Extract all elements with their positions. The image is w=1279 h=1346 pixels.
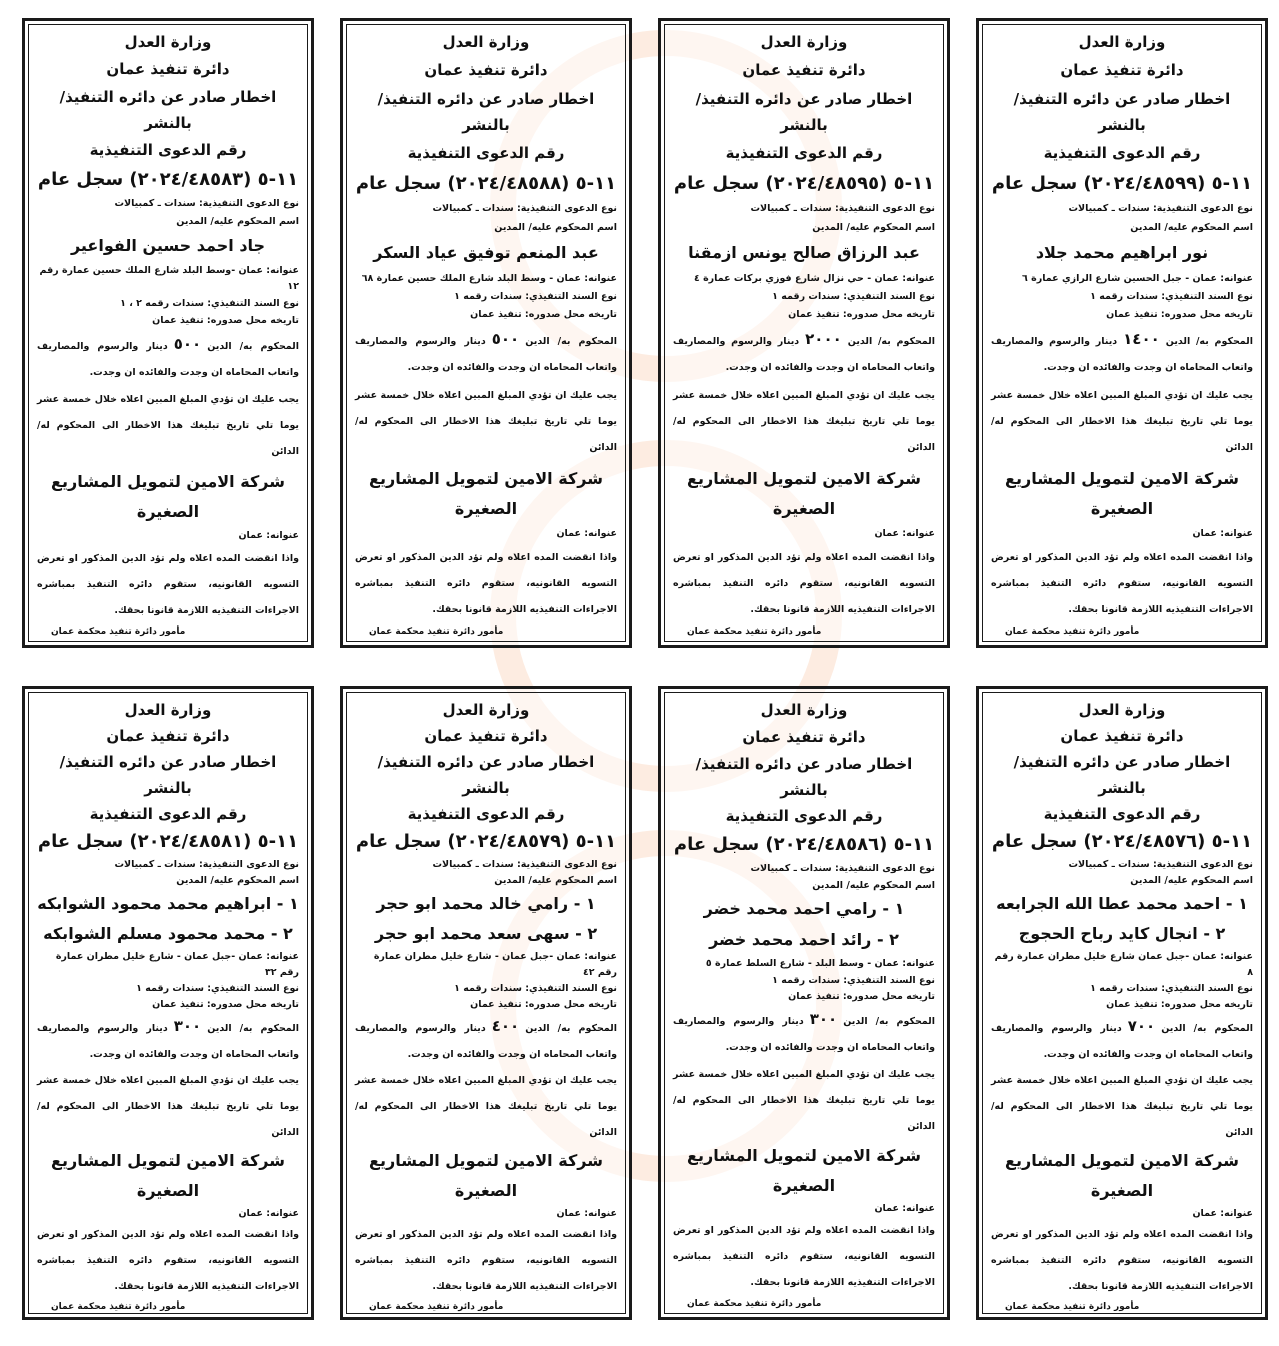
payment-notice: يجب عليك ان تؤدي المبلغ المبين اعلاه خلال خمسة عشر يوما تلي تاريخ تبليغك هذا الاخطار الى المحكوم له/ الدائن [991, 390, 1253, 454]
case-number: ١١-٥ (٢٠٢٤/٤٨٥٩٩) سجل عام [991, 172, 1253, 194]
creditor-name: شركة الامين لتمويل المشاريع الصغيرة [369, 1151, 603, 1200]
judgment-suffix: دينار والرسوم والمصاريف واتعاب المحاماه ان وجدت والفائده ان وجدت. [355, 1023, 617, 1060]
case-type: نوع الدعوى التنفيذية: سندات ـ كمبيالات [114, 198, 299, 210]
bond-type: نوع السند التنفيذي: سندات رقمه ١ [1090, 983, 1253, 994]
creditor-name: شركة الامين لتمويل المشاريع الصغيرة [51, 1151, 285, 1200]
debtor-name: ٢ - سهى سعد محمد ابو حجر [374, 924, 598, 943]
execution-notice [340, 18, 632, 648]
ministry-heading: وزارة العدل [124, 701, 212, 719]
ministry-heading: وزارة العدل [1078, 701, 1166, 719]
judgment-amount: ٣٠٠ [173, 1017, 202, 1035]
warning-text: واذا انقضت المده اعلاه ولم تؤد الدين المذكور او تعرض التسويه القانونيه، ستقوم دائره التنفيذ بمباشره الاجراءات التنفيذيه اللازمة قانونا بحقك. [991, 551, 1253, 615]
footer-signature: مأمور دائرة تنفيذ محكمة عمان [369, 1302, 504, 1312]
issue-place: تاريخه محل صدوره: تنفيذ عمان [788, 991, 935, 1003]
judgment-prefix: المحكوم به/ الدين [525, 335, 618, 347]
warning-text: واذا انقضت المده اعلاه ولم تؤد الدين المذكور او تعرض التسويه القانونيه، ستقوم دائره التنفيذ بمباشره الاجراءات التنفيذيه اللازمة قانونا بحقك. [673, 551, 935, 615]
judgment-text [673, 1006, 935, 1061]
case-label: رقم الدعوى التنفيذية [1043, 144, 1201, 163]
notice-title: اخطار صادر عن دائره التنفيذ/ بالنشر [59, 87, 277, 132]
debtor-label: اسم المحكوم عليه/ المدين [812, 879, 935, 891]
debtor-name: ١ - رامي احمد محمد خضر [703, 899, 905, 919]
notice-title: اخطار صادر عن دائره التنفيذ/ بالنشر [1013, 753, 1231, 797]
debtor-name: ١ - ابراهيم محمد محمود الشوابكه [37, 894, 299, 913]
execution-notice [340, 686, 632, 1320]
execution-notice [658, 686, 950, 1320]
judgment-text [355, 1013, 617, 1068]
judgment-amount: ٣٠٠ [809, 1010, 838, 1028]
judgment-amount: ٤٠٠ [491, 1017, 520, 1035]
creditor-name: شركة الامين لتمويل المشاريع الصغيرة [369, 468, 603, 518]
judgment-text [37, 1013, 299, 1068]
judgment-suffix: دينار والرسوم والمصاريف واتعاب المحاماه ان وجدت والفائده ان وجدت. [355, 335, 617, 373]
notice-title: اخطار صادر عن دائره التنفيذ/ بالنشر [377, 89, 595, 134]
judgment-prefix: المحكوم به/ الدين [525, 1023, 618, 1034]
creditor-name: شركة الامين لتمويل المشاريع الصغيرة [687, 1145, 921, 1195]
footer-signature: مأمور دائرة تنفيذ محكمة عمان [51, 627, 186, 637]
debtor-label: اسم المحكوم عليه/ المدين [1130, 221, 1253, 233]
department-heading: دائرة تنفيذ عمان [106, 60, 230, 79]
creditor-address: عنوانه: عمان [1192, 1208, 1253, 1219]
debtor-name: ٢ - رائد احمد محمد خضر [709, 930, 899, 949]
bond-type: نوع السند التنفيذي: سندات رقمه ١ [454, 983, 617, 994]
bond-type: نوع السند التنفيذي: سندات رقمه ٢ ، ١ [120, 297, 299, 309]
notices-grid [20, 18, 1268, 1320]
case-type: نوع الدعوى التنفيذية: سندات ـ كمبيالات [432, 203, 617, 215]
judgment-suffix: دينار والرسوم والمصاريف واتعاب المحاماه ان وجدت والفائده ان وجدت. [37, 1023, 299, 1060]
warning-text: واذا انقضت المده اعلاه ولم تؤد الدين المذكور او تعرض التسويه القانونيه، ستقوم دائره التنفيذ بمباشره الاجراءات التنفيذيه اللازمة قانونا بحقك. [37, 1229, 299, 1292]
judgment-text [991, 326, 1253, 381]
bond-type: نوع السند التنفيذي: سندات رقمه ١ [136, 983, 299, 994]
creditor-address: عنوانه: عمان [238, 1208, 299, 1219]
warning-text: واذا انقضت المده اعلاه ولم تؤد الدين المذكور او تعرض التسويه القانونيه، ستقوم دائره التنفيذ بمباشره الاجراءات التنفيذيه اللازمة قانونا بحقك. [991, 1229, 1253, 1292]
notice-title: اخطار صادر عن دائره التنفيذ/ بالنشر [1013, 89, 1231, 134]
payment-notice: يجب عليك ان تؤدي المبلغ المبين اعلاه خلال خمسة عشر يوما تلي تاريخ تبليغك هذا الاخطار الى المحكوم له/ الدائن [37, 394, 299, 458]
payment-notice: يجب عليك ان تؤدي المبلغ المبين اعلاه خلال خمسة عشر يوما تلي تاريخ تبليغك هذا الاخطار الى المحكوم له/ الدائن [355, 1075, 617, 1138]
footer-signature: مأمور دائرة تنفيذ محكمة عمان [1005, 627, 1140, 637]
case-label: رقم الدعوى التنفيذية [89, 805, 247, 823]
debtor-label: اسم المحكوم عليه/ المدين [494, 875, 617, 886]
judgment-prefix: المحكوم به/ الدين [1165, 335, 1254, 347]
debtor-address: عنوانه: عمان -وسط البلد شارع الملك حسين عمارة رقم ١٢ [39, 264, 299, 292]
debtor-name: ٢ - انجال كايد رباح الحجوج [1018, 924, 1226, 943]
issue-place: تاريخه محل صدوره: تنفيذ عمان [788, 309, 935, 321]
creditor-address: عنوانه: عمان [556, 1208, 617, 1219]
case-label: رقم الدعوى التنفيذية [407, 805, 565, 823]
bond-type: نوع السند التنفيذي: سندات رقمه ١ [772, 974, 935, 986]
creditor-name: شركة الامين لتمويل المشاريع الصغيرة [1005, 468, 1239, 518]
issue-place: تاريخه محل صدوره: تنفيذ عمان [152, 999, 299, 1010]
debtor-address: عنوانه: عمان -جبل عمان - شارع خليل مطران عمارة رقم ٤٢ [373, 951, 617, 978]
creditor-name: شركة الامين لتمويل المشاريع الصغيرة [1005, 1151, 1239, 1200]
case-label: رقم الدعوى التنفيذية [407, 144, 565, 163]
payment-notice: يجب عليك ان تؤدي المبلغ المبين اعلاه خلال خمسة عشر يوما تلي تاريخ تبليغك هذا الاخطار الى المحكوم له/ الدائن [37, 1075, 299, 1138]
judgment-text [37, 331, 299, 386]
judgment-prefix: المحكوم به/ الدين [847, 335, 936, 347]
debtor-address: عنوانه: عمان - وسط البلد شارع الملك حسين عمارة ٦٨ [361, 272, 617, 284]
bond-type: نوع السند التنفيذي: سندات رقمه ١ [1090, 290, 1253, 302]
department-heading: دائرة تنفيذ عمان [424, 61, 548, 80]
creditor-address: عنوانه: عمان [874, 1203, 935, 1215]
case-number: ١١-٥ (٢٠٢٤/٤٨٥٨٨) سجل عام [355, 172, 617, 194]
judgment-amount: ٢٠٠٠ [805, 329, 842, 348]
debtor-name: ١ - رامي خالد محمد ابو حجر [376, 894, 596, 913]
ministry-heading: وزارة العدل [760, 701, 848, 719]
debtor-address: عنوانه: عمان -جبل عمان - شارع خليل مطران عمارة رقم ٣٢ [55, 951, 299, 978]
case-label: رقم الدعوى التنفيذية [1043, 805, 1201, 823]
footer-signature: مأمور دائرة تنفيذ محكمة عمان [687, 1298, 822, 1309]
judgment-prefix: المحكوم به/ الدين [843, 1016, 936, 1027]
debtor-label: اسم المحكوم عليه/ المدين [812, 221, 935, 233]
warning-text: واذا انقضت المده اعلاه ولم تؤد الدين المذكور او تعرض التسويه القانونيه، ستقوم دائره التنفيذ بمباشره الاجراءات التنفيذيه اللازمة قانونا بحقك. [355, 1229, 617, 1292]
debtor-label: اسم المحكوم عليه/ المدين [1130, 875, 1253, 886]
debtor-name: جاد احمد حسين الفواعير [70, 236, 266, 256]
case-number: ١١-٥ (٢٠٢٤/٤٨٥٨٣) سجل عام [37, 168, 299, 190]
case-number: ١١-٥ (٢٠٢٤/٤٨٥٧٦) سجل عام [991, 831, 1253, 852]
payment-notice: يجب عليك ان تؤدي المبلغ المبين اعلاه خلال خمسة عشر يوما تلي تاريخ تبليغك هذا الاخطار الى المحكوم له/ الدائن [673, 1068, 935, 1132]
execution-notice [658, 18, 950, 648]
debtor-name: عبد الرزاق صالح يونس ازمقنا [688, 243, 920, 263]
footer-signature: مأمور دائرة تنفيذ محكمة عمان [1005, 1302, 1140, 1312]
judgment-prefix: المحكوم به/ الدين [207, 340, 300, 352]
debtor-name: عبد المنعم توفيق عياد السكر [373, 243, 599, 263]
department-heading: دائرة تنفيذ عمان [1060, 727, 1184, 745]
footer-signature: مأمور دائرة تنفيذ محكمة عمان [687, 627, 822, 637]
issue-place: تاريخه محل صدوره: تنفيذ عمان [152, 315, 299, 327]
case-number: ١١-٥ (٢٠٢٤/٤٨٥٨١) سجل عام [37, 831, 299, 852]
ministry-heading: وزارة العدل [760, 33, 848, 51]
debtor-name: ١ - احمد محمد عطا الله الجرابعه [996, 894, 1248, 913]
issue-place: تاريخه محل صدوره: تنفيذ عمان [470, 999, 617, 1010]
case-type: نوع الدعوى التنفيذية: سندات ـ كمبيالات [750, 203, 935, 215]
judgment-amount: ٥٠٠ [491, 329, 520, 348]
issue-place: تاريخه محل صدوره: تنفيذ عمان [1106, 309, 1253, 321]
debtor-address: عنوانه: عمان - وسط البلد - شارع السلط عمارة ٥ [705, 957, 935, 969]
notice-title: اخطار صادر عن دائره التنفيذ/ بالنشر [377, 753, 595, 797]
bond-type: نوع السند التنفيذي: سندات رقمه ١ [772, 290, 935, 302]
case-type: نوع الدعوى التنفيذية: سندات ـ كمبيالات [1068, 203, 1253, 215]
ministry-heading: وزارة العدل [442, 701, 530, 719]
judgment-text [355, 326, 617, 381]
debtor-name: نور ابراهيم محمد جلاد [1035, 243, 1209, 263]
notice-title: اخطار صادر عن دائره التنفيذ/ بالنشر [59, 753, 277, 797]
warning-text: واذا انقضت المده اعلاه ولم تؤد الدين المذكور او تعرض التسويه القانونيه، ستقوم دائره التنفيذ بمباشره الاجراءات التنفيذيه اللازمة قانونا بحقك. [673, 1225, 935, 1288]
case-number: ١١-٥ (٢٠٢٤/٤٨٥٧٩) سجل عام [355, 831, 617, 852]
ministry-heading: وزارة العدل [124, 33, 212, 51]
notice-title: اخطار صادر عن دائره التنفيذ/ بالنشر [695, 89, 913, 134]
ministry-heading: وزارة العدل [1078, 33, 1166, 51]
creditor-address: عنوانه: عمان [1192, 528, 1253, 540]
issue-place: تاريخه محل صدوره: تنفيذ عمان [1106, 999, 1253, 1010]
judgment-amount: ٧٠٠ [1127, 1017, 1156, 1035]
bond-type: نوع السند التنفيذي: سندات رقمه ١ [454, 290, 617, 302]
warning-text: واذا انقضت المده اعلاه ولم تؤد الدين المذكور او تعرض التسويه القانونيه، ستقوم دائره التنفيذ بمباشره الاجراءات التنفيذيه اللازمة قانونا بحقك. [355, 551, 617, 615]
payment-notice: يجب عليك ان تؤدي المبلغ المبين اعلاه خلال خمسة عشر يوما تلي تاريخ تبليغك هذا الاخطار الى المحكوم له/ الدائن [673, 390, 935, 454]
judgment-text [673, 326, 935, 381]
creditor-address: عنوانه: عمان [238, 530, 299, 542]
footer-signature: مأمور دائرة تنفيذ محكمة عمان [369, 627, 504, 637]
judgment-suffix: دينار والرسوم والمصاريف واتعاب المحاماه ان وجدت والفائده ان وجدت. [991, 335, 1253, 373]
footer-signature: مأمور دائرة تنفيذ محكمة عمان [51, 1302, 186, 1312]
execution-notice [976, 686, 1268, 1320]
department-heading: دائرة تنفيذ عمان [742, 61, 866, 80]
execution-notice [976, 18, 1268, 648]
debtor-label: اسم المحكوم عليه/ المدين [176, 215, 299, 227]
judgment-amount: ٥٠٠ [173, 334, 202, 353]
debtor-address: عنوانه: عمان - جبل الحسين شارع الرازي عمارة ٦ [1022, 272, 1253, 284]
case-label: رقم الدعوى التنفيذية [89, 141, 247, 160]
debtor-label: اسم المحكوم عليه/ المدين [176, 875, 299, 886]
judgment-suffix: دينار والرسوم والمصاريف واتعاب المحاماه ان وجدت والفائده ان وجدت. [37, 340, 299, 378]
ministry-heading: وزارة العدل [442, 33, 530, 51]
judgment-suffix: دينار والرسوم والمصاريف واتعاب المحاماه ان وجدت والفائده ان وجدت. [673, 335, 935, 373]
case-number: ١١-٥ (٢٠٢٤/٤٨٥٨٦) سجل عام [673, 834, 935, 855]
judgment-text [991, 1013, 1253, 1068]
department-heading: دائرة تنفيذ عمان [424, 727, 548, 745]
case-type: نوع الدعوى التنفيذية: سندات ـ كمبيالات [432, 859, 617, 870]
judgment-suffix: دينار والرسوم والمصاريف واتعاب المحاماه ان وجدت والفائده ان وجدت. [991, 1023, 1253, 1060]
judgment-prefix: المحكوم به/ الدين [207, 1023, 300, 1034]
department-heading: دائرة تنفيذ عمان [1060, 61, 1184, 80]
department-heading: دائرة تنفيذ عمان [106, 727, 230, 745]
debtor-address: عنوانه: عمان -جبل عمان شارع خليل مطران عمارة رقم ٨ [994, 951, 1253, 978]
warning-text: واذا انقضت المده اعلاه ولم تؤد الدين المذكور او تعرض التسويه القانونيه، ستقوم دائره التنفيذ بمباشره الاجراءات التنفيذيه اللازمة قانونا بحقك. [37, 552, 299, 616]
case-label: رقم الدعوى التنفيذية [725, 144, 883, 163]
notice-title: اخطار صادر عن دائره التنفيذ/ بالنشر [695, 754, 913, 799]
debtor-address: عنوانه: عمان - حي نزال شارع فوزي بركات عمارة ٤ [693, 272, 935, 284]
creditor-address: عنوانه: عمان [874, 528, 935, 540]
case-type: نوع الدعوى التنفيذية: سندات ـ كمبيالات [114, 859, 299, 870]
execution-notice [22, 18, 314, 648]
issue-place: تاريخه محل صدوره: تنفيذ عمان [470, 309, 617, 321]
department-heading: دائرة تنفيذ عمان [742, 727, 866, 746]
case-type: نوع الدعوى التنفيذية: سندات ـ كمبيالات [1068, 859, 1253, 870]
judgment-suffix: دينار والرسوم والمصاريف واتعاب المحاماه ان وجدت والفائده ان وجدت. [673, 1016, 935, 1053]
payment-notice: يجب عليك ان تؤدي المبلغ المبين اعلاه خلال خمسة عشر يوما تلي تاريخ تبليغك هذا الاخطار الى المحكوم له/ الدائن [355, 390, 617, 454]
debtor-name: ٢ - محمد محمود مسلم الشوابكه [43, 924, 293, 943]
creditor-name: شركة الامين لتمويل المشاريع الصغيرة [687, 468, 921, 518]
execution-notice [22, 686, 314, 1320]
payment-notice: يجب عليك ان تؤدي المبلغ المبين اعلاه خلال خمسة عشر يوما تلي تاريخ تبليغك هذا الاخطار الى المحكوم له/ الدائن [991, 1075, 1253, 1138]
case-number: ١١-٥ (٢٠٢٤/٤٨٥٩٥) سجل عام [673, 172, 935, 194]
creditor-name: شركة الامين لتمويل المشاريع الصغيرة [51, 471, 285, 521]
case-label: رقم الدعوى التنفيذية [725, 807, 883, 826]
judgment-prefix: المحكوم به/ الدين [1161, 1023, 1254, 1034]
judgment-amount: ١٤٠٠ [1123, 329, 1160, 348]
debtor-label: اسم المحكوم عليه/ المدين [494, 221, 617, 233]
creditor-address: عنوانه: عمان [556, 528, 617, 540]
case-type: نوع الدعوى التنفيذية: سندات ـ كمبيالات [750, 862, 935, 874]
